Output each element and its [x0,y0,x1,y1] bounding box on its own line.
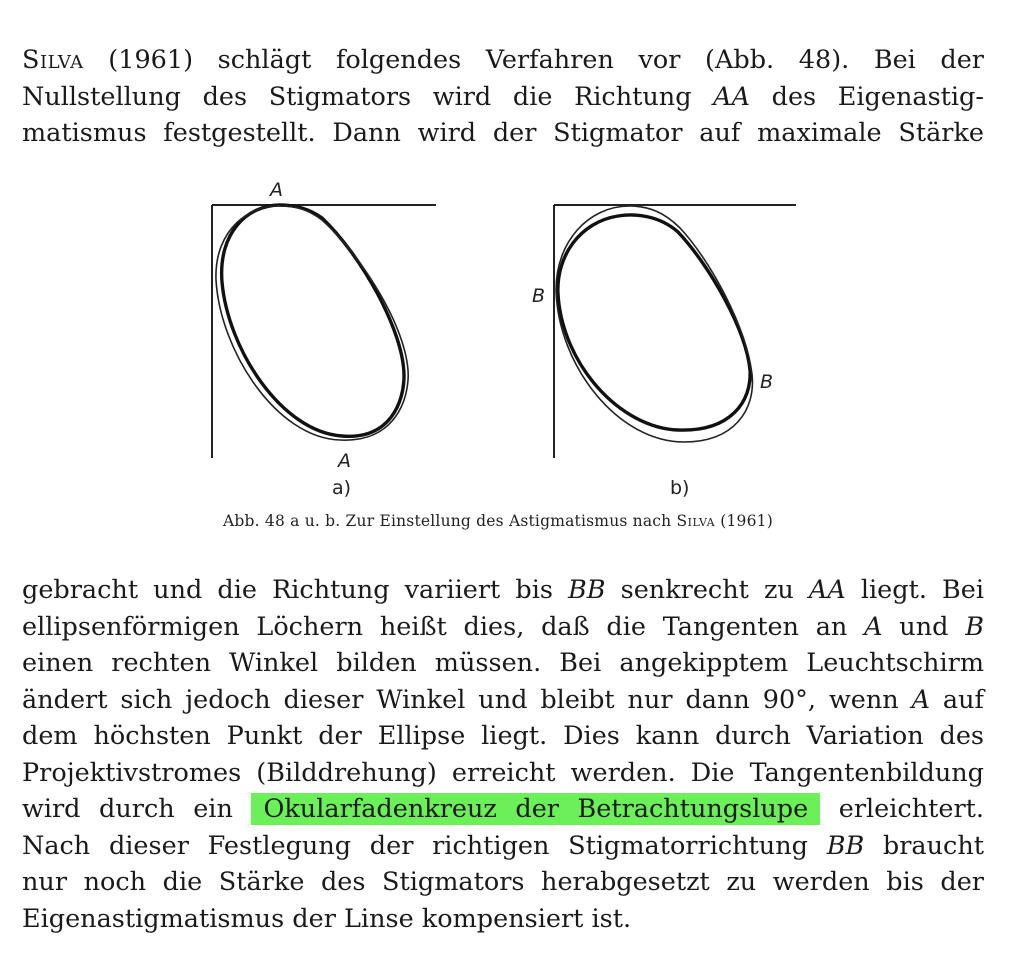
label-b-left: B [532,285,546,307]
panel-label-b: b) [670,477,690,499]
text-segment: gebracht und die Richtung variiert bis [22,575,569,605]
figure-drawing [190,170,830,510]
outline-circle-b [556,206,752,442]
text-line [22,42,984,79]
text-line [22,682,984,719]
text-line [22,572,984,609]
text-segment: Projektivstromes (Bilddrehung) erreicht werden. Die Tangentenbildung [22,757,984,788]
label-a-bottom: A [338,450,351,472]
variable-symbol: AA [713,81,751,112]
text-segment: ändert sich jedoch dieser Winkel und bleibt nur dann 90°, wenn [22,684,912,715]
outline-circle-a [216,206,408,440]
figure-48 [190,170,830,530]
text-segment: nur noch die Stärke des Stigmators herabgesetzt zu werden bis der [22,867,984,897]
highlighted-phrase[interactable]: Okularfadenkreuz der Betrachtungslupe [251,793,820,825]
text-segment: und [882,611,966,642]
variable-symbol: AA [808,575,846,605]
text-segment: matismus festgestellt. Dann wird der Stigmator auf maximale Stärke [22,118,984,148]
panel-label-a: a) [332,477,352,499]
text-line [22,864,984,901]
variable-symbol: B [965,611,984,642]
caption-text: Abb. 48 a u. b. Zur Einstellung des Astigmatismus nach [223,512,677,530]
variable-symbol: BB [568,575,606,605]
text-line [22,79,984,116]
text-segment: des Eigenastig- [750,81,984,112]
text-segment: liegt. Bei [845,575,985,605]
author-name: Silva [22,45,84,75]
variable-symbol: BB [826,830,865,861]
text-segment: erleichtert. [820,794,985,824]
text-line [22,115,984,152]
figure-caption [190,512,806,530]
text-segment: Nach dieser Festlegung der richtigen Stigmatorrichtung [22,830,827,861]
text-line [22,718,984,755]
variable-symbol: A [864,611,883,642]
caption-text: (1961) [715,512,773,530]
text-segment: dem höchsten Punkt der Ellipse liegt. Dies kann durch Variation des [22,721,984,751]
text-line [22,828,984,865]
paragraph-intro [22,42,984,152]
text-segment: einen rechten Winkel bilden müssen. Bei angekipptem Leuchtschirm [22,648,984,678]
text-line [22,645,984,682]
text-segment: wird durch ein [22,794,252,824]
text-line [22,609,984,646]
text-segment: Eigenastigmatismus der Linse kompensiert ist. [22,903,632,934]
text-segment: braucht [864,830,985,861]
text-segment: ellipsenförmigen Löchern heißt dies, daß die Tangenten an [22,611,865,642]
text-segment: senkrecht zu [605,575,809,605]
text-line [22,791,984,828]
text-segment: auf [930,684,984,715]
text-line [22,901,984,938]
text-segment: (1961) schlägt folgendes Verfahren vor (Abb. 48). Bei der [83,45,984,75]
text-line [22,755,984,792]
paragraph-main [22,572,984,937]
caption-author: Silva [676,512,716,530]
label-b-right: B [760,371,774,393]
label-a-top: A [270,179,283,201]
outline-ellipse-b [558,215,750,430]
outline-ellipse-a [222,205,404,436]
text-segment: Nullstellung des Stigmators wird die Richtung [22,81,714,112]
variable-symbol: A [911,684,931,715]
